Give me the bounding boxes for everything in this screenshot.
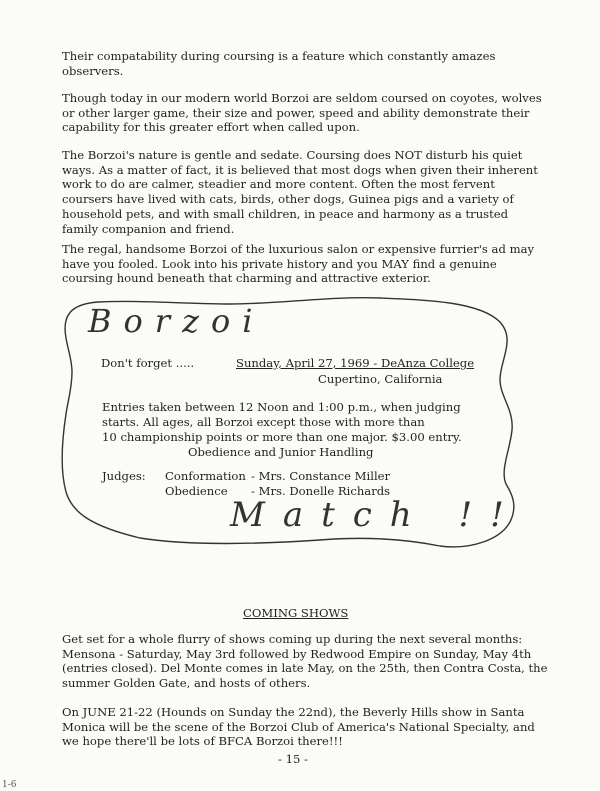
entries-line-3: 10 championship points or more than one major. $3.00 entry.: [102, 430, 462, 444]
paragraph-compatability: Their compatability during coursing is a feature which constantly amazes observers.: [62, 49, 496, 78]
coming-shows-paragraph-1: Get set for a whole flurry of shows coming up during the next several months: Mensona - Saturday, May 3rd followed by Redwood Empire on Sunday, May 4th (entries closed). Del Monte comes in late May, on the 25th, then Contra Costa, the summer Golden Gate, and hosts of others.: [62, 632, 548, 691]
entries-line-1: Entries taken between 12 Noon and 1:00 p.m., when judging: [102, 400, 461, 414]
coming-shows-heading: COMING SHOWS: [243, 606, 349, 620]
dont-forget-label: Don't forget .....: [101, 356, 195, 370]
entries-line-4: Obedience and Junior Handling: [188, 445, 374, 459]
match-city: Cupertino, California: [318, 372, 443, 386]
paragraph-modern-world: Though today in our modern world Borzoi are seldom coursed on coyotes, wolves or other larger game, their size and power, speed and ability demonstrate their capability for this greater effort when called upon.: [62, 91, 542, 135]
judge-2-class: Obedience: [165, 484, 228, 498]
coming-shows-paragraph-2: On JUNE 21-22 (Hounds on Sunday the 22nd), the Beverly Hills show in Santa Monica will be the scene of the Borzoi Club of America's National Specialty, and we hope there'll be lots of BFCA Borzoi there!!!: [62, 705, 535, 749]
paragraph-regal-borzoi: The regal, handsome Borzoi of the luxurious salon or expensive furrier's ad may have you fooled. Look into his private history and you MAY find a genuine coursing hound beneath that charming and attractive exterior.: [62, 242, 535, 286]
handwritten-borzoi-title: Borzoi: [88, 302, 265, 340]
judge-2-name: - Mrs. Donelle Richards: [251, 484, 391, 498]
paragraph-nature: The Borzoi's nature is gentle and sedate. Coursing does NOT disturb his quiet ways. As a matter of fact, it is believed that most dogs when given their inherent work to do are calmer, steadier and more content. Often the most fervent coursers have lived with cats, birds, other dogs, Guinea pigs and a variety of household pets, and with small children, in peace and harmony as a trusted family companion and friend.: [62, 148, 538, 236]
entries-line-2: starts. All ages, all Borzoi except those with more than: [102, 415, 425, 429]
judge-1-class: Conformation: [165, 469, 246, 483]
judges-label: Judges:: [102, 469, 146, 483]
judge-1-name: - Mrs. Constance Miller: [251, 469, 391, 483]
page-number: - 15 -: [278, 752, 308, 766]
handwritten-match-title: Match !!: [230, 495, 522, 535]
match-date-venue: Sunday, April 27, 1969 - DeAnza College: [236, 356, 475, 370]
corner-fragment: 1-6: [2, 780, 17, 790]
